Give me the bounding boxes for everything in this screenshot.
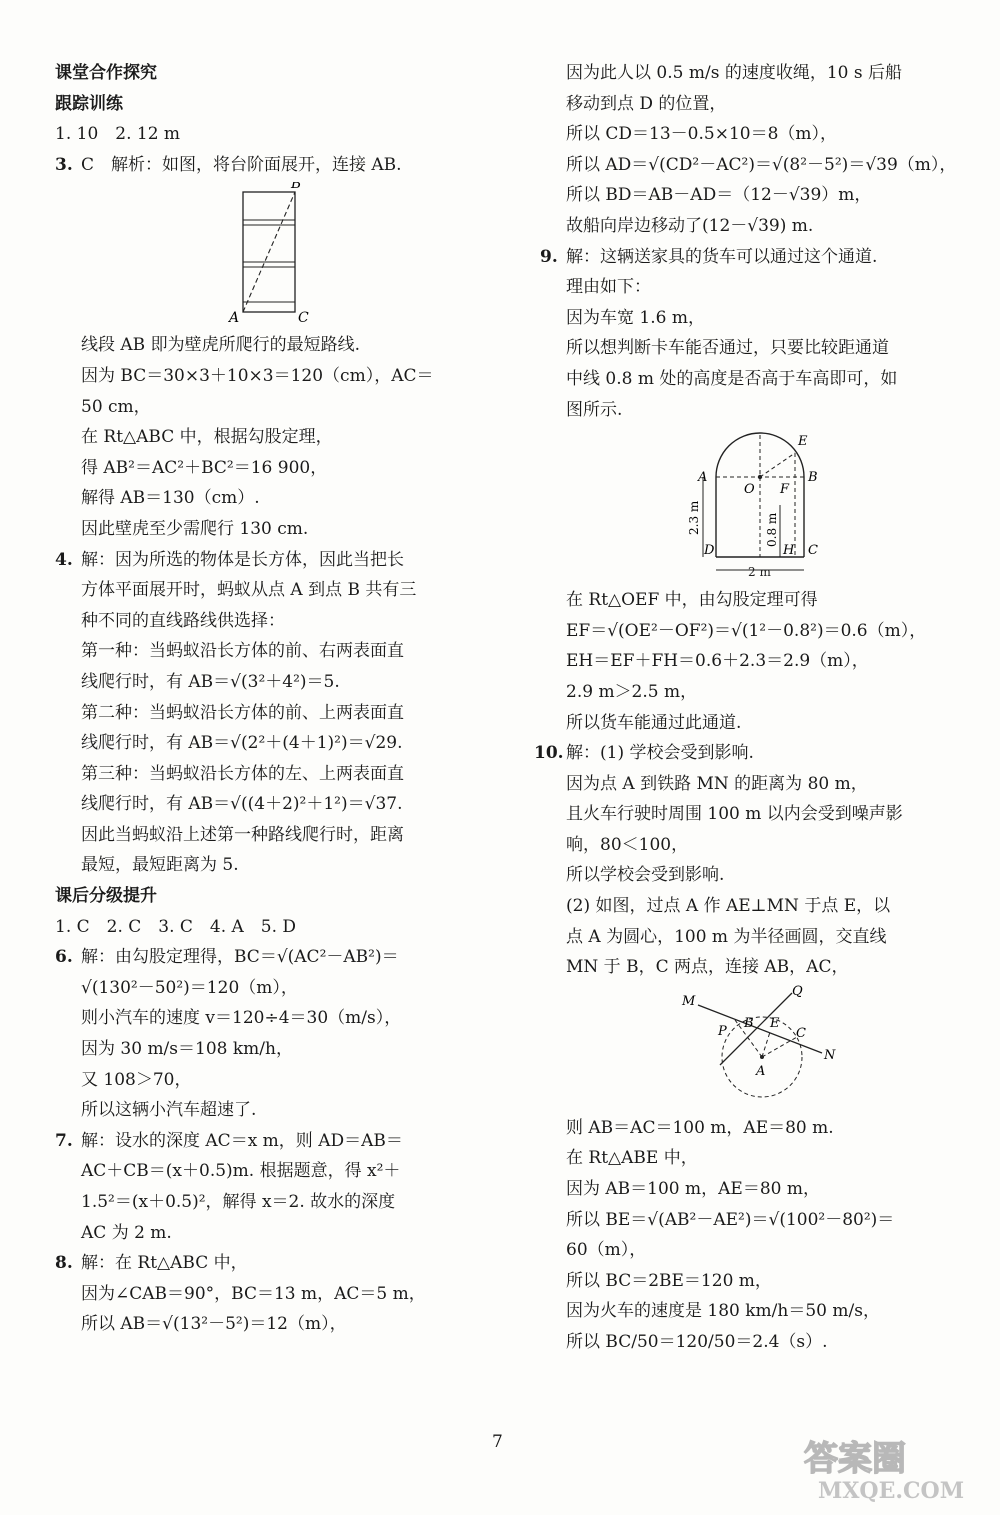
question-7-solution [55, 1156, 475, 1248]
question-4-solution [55, 575, 475, 881]
text-line: 因为 BC＝30×3＋10×3＝120（cm），AC＝ [81, 365, 434, 386]
text-line: 理由如下： [566, 277, 651, 298]
text-line: 则小汽车的速度 v＝120÷4＝30（m/s）， [81, 1008, 402, 1029]
text-line: 第三种：当蚂蚁沿长方体的左、上两表面直 [81, 763, 404, 784]
text-line: 线爬行时，有 AB＝√(3²＋4²)＝5. [81, 671, 340, 692]
label-C: C [796, 1025, 806, 1041]
text-line: 所以 BE＝√(AB²－AE²)＝√(100²－80²)＝ [566, 1209, 895, 1230]
question-9-solution [540, 272, 955, 425]
label-width-2m: 2 m [748, 565, 771, 580]
watermark-title: 答案圈 [804, 1439, 906, 1479]
label-P: P [718, 1023, 727, 1039]
label-E: E [770, 1015, 780, 1031]
text-line: 因为∠CAB＝90°，BC＝13 m，AC＝5 m， [81, 1283, 426, 1304]
question-8-solution [55, 1279, 475, 1340]
answers-1-5: 1. C 2. C 3. C 4. A 5. D [55, 916, 297, 937]
railway-diagram [540, 985, 955, 1107]
text-line: 响，80＜100， [566, 834, 689, 855]
text-line: EH＝EF＋FH＝0.6＋2.3＝2.9（m）， [566, 651, 869, 672]
text-line: 因为此人以 0.5 m/s 的速度收绳，10 s 后船 [566, 63, 902, 83]
text-line: 得 AB²＝AC²＋BC²＝16 900， [81, 457, 328, 478]
subsection-heading: 跟踪训练 [55, 93, 123, 114]
label-A: A [756, 1063, 766, 1079]
section-heading-1: 课堂合作探究 [55, 63, 157, 83]
text-line: 线爬行时，有 AB＝√((4＋2)²＋1²)＝√37. [81, 794, 403, 815]
question-6-number: 6. [55, 947, 73, 968]
text-line: 所以货车能通过此通道. [566, 712, 742, 733]
question-10-number: 10. [534, 743, 564, 764]
text-line: 因为 AB＝100 m，AE＝80 m， [566, 1179, 820, 1200]
text-line: 因为 30 m/s＝108 km/h， [81, 1039, 293, 1060]
tunnel-diagram [540, 427, 955, 579]
text-line: 所以想判断卡车能否通过，只要比较距通道 [566, 338, 889, 359]
label-M: M [682, 993, 696, 1009]
text-line: 所以 BD＝AB－AD＝（12－√39）m， [566, 185, 872, 206]
question-4 [55, 545, 475, 576]
answers-1-2: 1. 10 2. 12 m [55, 124, 181, 145]
text-line: 所以 BC/50＝120/50＝2.4（s）. [566, 1332, 828, 1352]
text-line: 因此当蚂蚁沿上述第一种路线爬行时，距离 [81, 824, 404, 845]
text-line: 因为点 A 到铁路 MN 的距离为 80 m， [566, 773, 868, 794]
page-number: 7 [492, 1432, 503, 1452]
text-line: 且火车行驶时周围 100 m 以内会受到噪声影 [566, 804, 903, 825]
watermark-url: MXQE.COM [818, 1478, 965, 1504]
question-10-solution-b [540, 1113, 955, 1358]
text-line: 在 Rt△OEF 中，由勾股定理可得 [566, 590, 818, 611]
text-line: 解：这辆送家具的货车可以通过这个通道. [566, 246, 878, 267]
label-C: C [298, 310, 309, 325]
text-line: 解：因为所选的物体是长方体，因此当把长 [81, 549, 404, 570]
label-B: B [744, 1015, 754, 1031]
label-A: A [698, 470, 708, 486]
text-line: 第二种：当蚂蚁沿长方体的前、上两表面直 [81, 702, 404, 723]
text-line: 最短，最短距离为 5. [81, 855, 239, 876]
text-line: 图所示. [566, 399, 623, 420]
text-line: 故船向岸边移动了(12－√39) m. [566, 215, 814, 236]
text-line: 种不同的直线路线供选择： [81, 610, 285, 631]
question-3-text: C 解析：如图，将台阶面展开，连接 AB. [81, 154, 402, 175]
question-4-number: 4. [55, 549, 73, 570]
text-line: 所以 BC＝2BE＝120 m， [566, 1270, 772, 1291]
text-line: 则 AB＝AC＝100 m，AE＝80 m. [566, 1117, 834, 1138]
question-6-solution [55, 973, 475, 1126]
text-line: 解：设水的深度 AC＝x m，则 AD＝AB＝ [81, 1130, 403, 1151]
text-line: 所以 AD＝√(CD²－AC²)＝√(8²－5²)＝√39（m）， [566, 154, 957, 175]
label-height-2-3m: 2.3 m [687, 500, 701, 536]
text-line: 50 cm， [81, 396, 151, 417]
text-line: 2.9 m＞2.5 m， [566, 681, 698, 702]
question-9-solution-b [540, 585, 955, 738]
text-line: 线爬行时，有 AB＝√(2²＋(4＋1)²)＝√29. [81, 733, 403, 754]
text-line: 因为车宽 1.6 m， [566, 307, 705, 328]
question-7 [55, 1126, 475, 1157]
question-8-number: 8. [55, 1253, 73, 1274]
label-O: O [744, 482, 755, 498]
question-3 [55, 150, 475, 181]
label-F: F [780, 482, 790, 498]
text-line: 所以 AB＝√(13²－5²)＝12（m）， [81, 1314, 347, 1335]
question-3-number: 3. [55, 154, 73, 175]
text-line: EF＝√(OE²－OF²)＝√(1²－0.8²)＝0.6（m）， [566, 620, 927, 641]
stairs-diagram [55, 182, 475, 324]
section-heading-2: 课后分级提升 [55, 886, 157, 907]
text-line: (2) 如图，过点 A 作 AE⊥MN 于点 E，以 [566, 896, 891, 917]
text-line: 所以 CD＝13－0.5×10＝8（m）， [566, 124, 838, 145]
text-line: MN 于 B，C 两点，连接 AB，AC， [566, 957, 849, 978]
text-line: 点 A 为圆心，100 m 为半径画圆，交直线 [566, 926, 887, 947]
watermark-logo [782, 1428, 992, 1508]
text-line: 线段 AB 即为壁虎所爬行的最短路线. [81, 335, 360, 356]
text-line: 在 Rt△ABC 中，根据勾股定理， [81, 427, 333, 448]
question-9-number: 9. [540, 246, 558, 267]
question-8-continued [540, 58, 955, 242]
question-8 [55, 1248, 475, 1279]
question-7-number: 7. [55, 1130, 73, 1151]
text-line: 因为火车的速度是 180 km/h＝50 m/s， [566, 1301, 880, 1322]
label-B: B [808, 470, 818, 486]
label-B: B [291, 182, 302, 193]
text-line: 解得 AB＝130（cm）. [81, 488, 260, 509]
text-line: 60（m）， [566, 1240, 647, 1261]
question-9 [540, 242, 955, 273]
tunnel-figure [540, 427, 955, 579]
text-line: 所以这辆小汽车超速了. [81, 1100, 257, 1121]
text-line: 解：由勾股定理得，BC＝√(AC²－AB²)＝ [81, 947, 399, 968]
label-H: H [783, 543, 795, 559]
text-line: 又 108＞70， [81, 1069, 192, 1090]
label-A: A [229, 310, 240, 325]
question-10 [534, 738, 955, 769]
label-E: E [798, 434, 808, 450]
label-D: D [704, 543, 715, 559]
left-column [55, 58, 475, 1340]
text-line: 1.5²＝(x＋0.5)²，解得 x＝2. 故水的深度 [81, 1192, 396, 1212]
text-line: AC 为 2 m. [81, 1222, 172, 1243]
label-height-0-8m: 0.8 m [765, 512, 779, 548]
text-line: 解：在 Rt△ABC 中， [81, 1253, 248, 1274]
label-N: N [824, 1047, 836, 1063]
text-line: 解：(1) 学校会受到影响. [566, 743, 754, 764]
label-Q: Q [792, 984, 803, 999]
question-6 [55, 942, 475, 973]
text-line: √(130²－50²)＝120（m）， [81, 977, 298, 998]
text-line: 因此壁虎至少需爬行 130 cm. [81, 518, 309, 539]
stairs-figure [55, 182, 475, 324]
text-line: 方体平面展开时，蚂蚁从点 A 到点 B 共有三 [81, 580, 417, 601]
question-10-solution [540, 769, 955, 983]
right-column [534, 58, 957, 1358]
text-line: 移动到点 D 的位置， [566, 93, 727, 114]
text-line: 中线 0.8 m 处的高度是否高于车高即可，如 [566, 368, 898, 389]
text-line: AC＋CB＝(x＋0.5)m. 根据题意，得 x²＋ [81, 1161, 401, 1182]
label-C: C [808, 543, 818, 559]
text-line: 所以学校会受到影响. [566, 865, 725, 886]
text-line: 第一种：当蚂蚁沿长方体的前、右两表面直 [81, 641, 404, 662]
text-line: 在 Rt△ABE 中， [566, 1148, 698, 1169]
question-3-solution [55, 330, 475, 544]
railway-figure [540, 985, 955, 1107]
